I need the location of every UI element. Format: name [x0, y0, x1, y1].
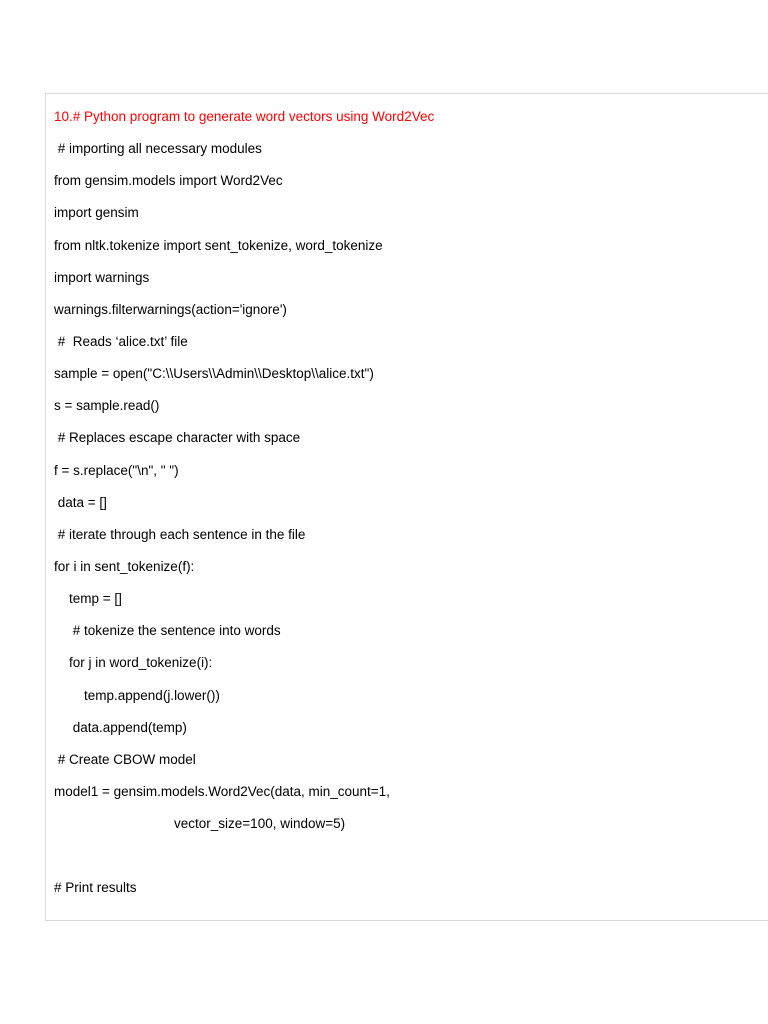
code-line: # Replaces escape character with space — [54, 430, 301, 446]
code-line: from nltk.tokenize import sent_tokenize, word_tokenize — [54, 237, 383, 253]
code-line: temp.append(j.lower()) — [54, 687, 220, 703]
code-line: for j in word_tokenize(i): — [54, 655, 213, 671]
code-line: model1 = gensim.models.Word2Vec(data, min_count=1, — [54, 783, 390, 799]
code-line — [54, 846, 434, 878]
code-line: data = [] — [54, 494, 107, 510]
code-line: # Create CBOW model — [54, 751, 196, 767]
code-line: from gensim.models import Word2Vec — [54, 173, 283, 189]
code-listing — [54, 107, 434, 911]
code-line: f = s.replace("\n", " ") — [54, 462, 179, 478]
code-line: # Reads ‘alice.txt’ file — [54, 333, 188, 349]
code-line: warnings.filterwarnings(action='ignore') — [54, 301, 287, 317]
code-line: temp = [] — [54, 591, 122, 607]
code-line: # iterate through each sentence in the file — [54, 526, 306, 542]
code-line: # importing all necessary modules — [54, 141, 262, 157]
code-line: # tokenize the sentence into words — [54, 623, 281, 639]
code-line: data.append(temp) — [54, 719, 187, 735]
code-line: import warnings — [54, 269, 150, 285]
code-line: s = sample.read() — [54, 398, 160, 414]
document-title: 10.# Python program to generate word vectors using Word2Vec — [54, 109, 435, 124]
code-line: import gensim — [54, 205, 139, 221]
code-line: # Print results — [54, 880, 137, 896]
code-line: sample = open("C:\\Users\\Admin\\Desktop\\alice.txt") — [54, 366, 374, 382]
code-line: vector_size=100, window=5) — [54, 816, 346, 832]
code-line: for i in sent_tokenize(f): — [54, 558, 195, 574]
